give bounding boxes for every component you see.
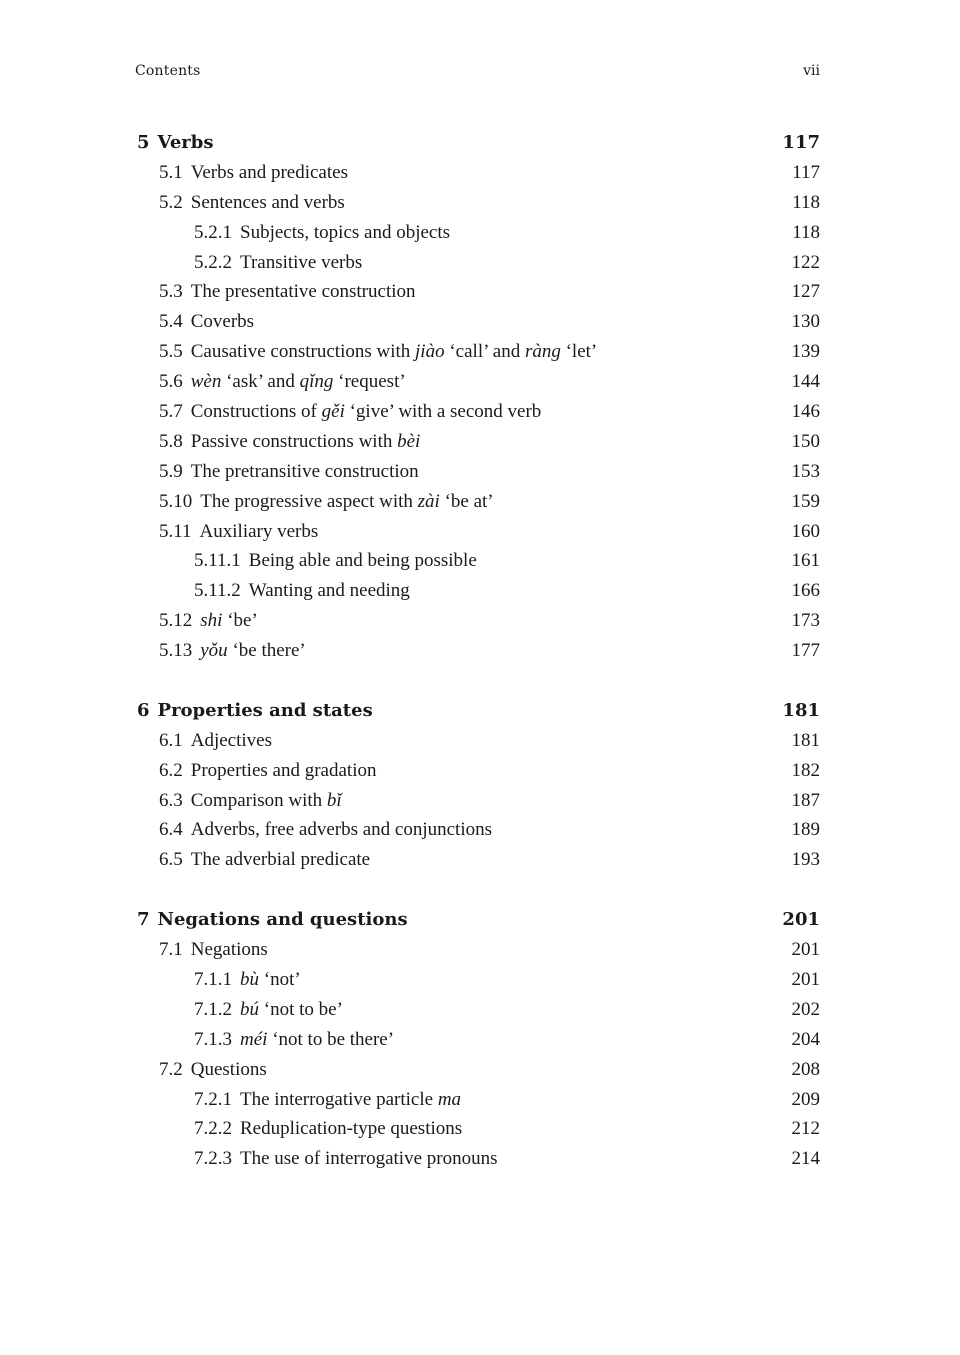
chapter-page: 201: [782, 909, 820, 931]
entry-heading: [194, 965, 301, 995]
title-text: ‘ask’ and: [221, 371, 300, 393]
toc-section-entry[interactable]: [135, 457, 820, 487]
entry-page: 146: [791, 401, 820, 423]
entry-page: 204: [791, 1028, 820, 1050]
entry-title: [191, 939, 268, 960]
title-text: ‘let’: [560, 341, 598, 363]
pinyin-term: shi: [200, 610, 223, 632]
entry-page: 153: [791, 460, 820, 482]
entry-heading: [159, 277, 416, 307]
entry-number: 7.2.1: [194, 1088, 232, 1110]
entry-title: [191, 819, 492, 840]
toc-subsection-entry[interactable]: [135, 248, 820, 278]
entry-page: 159: [791, 490, 820, 512]
entry-heading: [194, 1085, 461, 1115]
toc-chapter-entry[interactable]: [135, 128, 820, 158]
entry-page: 122: [791, 251, 820, 273]
entry-title: [249, 550, 477, 571]
entry-number: 5.2.2: [194, 251, 232, 273]
toc-subsection-entry[interactable]: [135, 965, 820, 995]
pinyin-term: ma: [437, 1088, 462, 1110]
entry-title: [191, 790, 342, 811]
entry-number: 5.3: [159, 281, 183, 303]
title-text: The interrogative particle: [240, 1088, 438, 1110]
toc-subsection-entry[interactable]: [135, 1114, 820, 1144]
chapter-number: 7: [137, 909, 150, 931]
entry-heading: [194, 248, 362, 278]
entry-heading: [194, 995, 343, 1025]
title-text: ‘call’ and: [444, 341, 525, 363]
entry-page: 181: [791, 729, 820, 751]
title-text: Adjectives: [190, 729, 273, 751]
entry-number: 7.1: [159, 939, 183, 961]
entry-number: 7.1.1: [194, 968, 232, 990]
title-text: ‘be at’: [439, 490, 494, 512]
entry-number: 7.2.3: [194, 1148, 232, 1170]
entry-heading: [159, 756, 376, 786]
entry-page: 187: [791, 789, 820, 811]
entry-page: 209: [791, 1088, 820, 1110]
pinyin-term: bù: [240, 968, 259, 990]
page-number: vii: [803, 63, 820, 79]
toc-section-entry[interactable]: [135, 337, 820, 367]
entry-title: [191, 461, 419, 482]
toc-section-entry[interactable]: [135, 188, 820, 218]
title-text: ‘not to be’: [259, 998, 343, 1020]
entry-number: 6.4: [159, 819, 183, 841]
title-text: Being able and being possible: [248, 550, 477, 572]
entry-heading: [159, 397, 541, 427]
entry-number: 5.6: [159, 371, 183, 393]
entry-title: [240, 969, 301, 990]
entry-heading: [159, 935, 268, 965]
entry-title: [240, 1029, 394, 1050]
toc-subsection-entry[interactable]: [135, 995, 820, 1025]
title-text: Constructions of: [190, 401, 322, 423]
entry-heading: [194, 576, 410, 606]
pinyin-term: bú: [240, 998, 259, 1020]
title-text: Sentences and verbs: [190, 191, 345, 213]
entry-title: [191, 1059, 267, 1080]
title-text: The progressive aspect with: [200, 490, 418, 512]
entry-number: 6.5: [159, 849, 183, 871]
pinyin-term: bǐ: [326, 789, 342, 811]
toc-subsection-entry[interactable]: [135, 1085, 820, 1115]
entry-title: [200, 610, 258, 631]
pinyin-term: ràng: [524, 341, 561, 363]
toc-section-entry[interactable]: [135, 277, 820, 307]
entry-heading: [159, 487, 494, 517]
entry-heading: [159, 367, 406, 397]
toc-section-entry[interactable]: [135, 158, 820, 188]
entry-number: 7.2: [159, 1058, 183, 1080]
entry-page: 201: [791, 939, 820, 961]
entry-title: [191, 730, 272, 751]
entry-page: 127: [791, 281, 820, 303]
entry-page: 173: [791, 610, 820, 632]
entry-page: 189: [791, 819, 820, 841]
chapter-heading: [137, 128, 214, 158]
entry-heading: [159, 1055, 267, 1085]
entry-page: 166: [791, 580, 820, 602]
title-text: Subjects, topics and objects: [240, 221, 451, 243]
entry-heading: [159, 337, 597, 367]
entry-heading: [159, 158, 348, 188]
toc-section-entry[interactable]: [135, 517, 820, 547]
entry-number: 6.1: [159, 729, 183, 751]
toc-subsection-entry[interactable]: [135, 1025, 820, 1055]
entry-title: [240, 999, 343, 1020]
pinyin-term: gěi: [321, 401, 345, 423]
entry-number: 5.2.1: [194, 221, 232, 243]
toc-section-entry[interactable]: [135, 935, 820, 965]
title-text: The adverbial predicate: [190, 849, 371, 871]
title-text: Coverbs: [190, 311, 255, 333]
entry-number: 7.1.2: [194, 998, 232, 1020]
chapter-page: 117: [782, 132, 820, 153]
entry-number: 5.11.2: [194, 580, 241, 602]
entry-page: 118: [792, 221, 820, 243]
entry-page: 144: [791, 371, 820, 393]
title-text: Negations: [190, 939, 268, 961]
entry-title: [240, 1148, 497, 1169]
chapter-title: Properties and states: [157, 699, 373, 721]
entry-title: [191, 401, 542, 422]
title-text: Questions: [190, 1058, 267, 1080]
entry-page: 212: [791, 1118, 820, 1140]
toc-subsection-entry[interactable]: [135, 218, 820, 248]
toc-section-entry[interactable]: [135, 845, 820, 875]
entry-title: [200, 640, 306, 661]
entry-page: 117: [792, 161, 820, 183]
toc-chapter-entry[interactable]: [135, 905, 820, 935]
toc-section-entry[interactable]: [135, 756, 820, 786]
toc-subsection-entry[interactable]: [135, 546, 820, 576]
title-text: The presentative construction: [190, 281, 416, 303]
title-text: ‘be’: [222, 610, 258, 632]
entry-heading: [194, 546, 477, 576]
entry-number: 5.13: [159, 640, 193, 662]
entry-page: 118: [792, 191, 820, 213]
table-of-contents: [135, 128, 820, 1174]
entry-heading: [159, 307, 254, 337]
entry-number: 5.12: [159, 610, 193, 632]
toc-section-entry[interactable]: [135, 487, 820, 517]
toc-section-entry[interactable]: [135, 307, 820, 337]
toc-section-entry[interactable]: [135, 1055, 820, 1085]
title-text: Auxiliary verbs: [199, 520, 319, 542]
entry-page: 161: [791, 550, 820, 572]
entry-title: [191, 192, 345, 213]
entry-page: 208: [791, 1058, 820, 1080]
entry-heading: [194, 1114, 462, 1144]
title-text: Causative constructions with: [190, 341, 416, 363]
toc-section-entry[interactable]: [135, 726, 820, 756]
entry-title: [191, 341, 598, 362]
chapter-number: 6: [137, 699, 150, 721]
pinyin-term: bèi: [397, 430, 421, 452]
entry-heading: [159, 188, 345, 218]
entry-number: 6.3: [159, 789, 183, 811]
chapter-page: 181: [782, 699, 820, 721]
entry-number: 5.4: [159, 311, 183, 333]
entry-page: 193: [791, 849, 820, 871]
pinyin-term: qǐng: [299, 371, 334, 393]
title-text: ‘give’ with a second verb: [344, 401, 542, 423]
entry-number: 5.1: [159, 161, 183, 183]
entry-heading: [194, 1025, 394, 1055]
entry-page: 177: [791, 640, 820, 662]
entry-heading: [194, 218, 450, 248]
entry-title: [191, 311, 254, 332]
toc-section-entry[interactable]: [135, 367, 820, 397]
entry-title: [191, 760, 377, 781]
entry-title: [191, 431, 421, 452]
entry-page: 201: [791, 968, 820, 990]
chapter-heading: [137, 696, 373, 726]
pinyin-term: méi: [240, 1028, 268, 1050]
entry-heading: [159, 726, 272, 756]
entry-title: [240, 1089, 461, 1110]
chapter-heading: [137, 905, 408, 935]
toc-section-entry[interactable]: [135, 636, 820, 666]
chapter-title: Negations and questions: [157, 909, 408, 931]
title-text: Transitive verbs: [240, 251, 363, 273]
running-head: [135, 63, 820, 85]
entry-page: 182: [791, 759, 820, 781]
entry-number: 7.2.2: [194, 1118, 232, 1140]
toc-section-entry[interactable]: [135, 397, 820, 427]
toc-subsection-entry[interactable]: [135, 576, 820, 606]
pinyin-term: jiào: [415, 341, 445, 363]
title-text: The pretransitive construction: [190, 460, 419, 482]
entry-heading: [159, 517, 318, 547]
entry-number: 5.8: [159, 430, 183, 452]
entry-heading: [159, 845, 370, 875]
entry-heading: [159, 606, 258, 636]
toc-section-entry[interactable]: [135, 815, 820, 845]
toc-chapter-entry[interactable]: [135, 696, 820, 726]
entry-number: 5.2: [159, 191, 183, 213]
toc-section-entry[interactable]: [135, 427, 820, 457]
entry-heading: [159, 786, 342, 816]
entry-title: [249, 580, 410, 601]
entry-heading: [159, 636, 306, 666]
entry-title: [240, 252, 362, 273]
title-text: ‘not’: [259, 968, 301, 990]
toc-subsection-entry[interactable]: [135, 1144, 820, 1174]
entry-number: 5.7: [159, 401, 183, 423]
entry-title: [191, 162, 348, 183]
entry-heading: [159, 815, 492, 845]
title-text: The use of interrogative pronouns: [240, 1148, 498, 1170]
entry-title: [200, 491, 493, 512]
running-head-title: Contents: [135, 63, 201, 79]
entry-title: [240, 222, 450, 243]
entry-heading: [159, 457, 419, 487]
entry-page: 202: [791, 998, 820, 1020]
title-text: ‘request’: [333, 371, 406, 393]
chapter-title: Verbs: [157, 132, 214, 153]
entry-number: 5.5: [159, 341, 183, 363]
entry-number: 5.10: [159, 490, 193, 512]
title-text: Wanting and needing: [248, 580, 410, 602]
entry-number: 5.11.1: [194, 550, 241, 572]
title-text: Passive constructions with: [190, 430, 398, 452]
entry-page: 214: [791, 1148, 820, 1170]
entry-title: [240, 1118, 462, 1139]
title-text: Comparison with: [190, 789, 327, 811]
entry-title: [191, 281, 416, 302]
pinyin-term: yǒu: [200, 640, 228, 662]
entry-page: 160: [791, 520, 820, 542]
pinyin-term: wèn: [190, 371, 222, 393]
entry-page: 150: [791, 430, 820, 452]
entry-page: 139: [791, 341, 820, 363]
entry-number: 5.11: [159, 520, 192, 542]
entry-heading: [194, 1144, 497, 1174]
title-text: Reduplication-type questions: [240, 1118, 463, 1140]
title-text: Verbs and predicates: [190, 161, 348, 183]
entry-title: [200, 521, 319, 542]
title-text: ‘not to be there’: [267, 1028, 395, 1050]
entry-page: 130: [791, 311, 820, 333]
entry-number: 6.2: [159, 759, 183, 781]
title-text: Properties and gradation: [190, 759, 377, 781]
entry-title: [191, 371, 406, 392]
toc-section-entry[interactable]: [135, 606, 820, 636]
entry-heading: [159, 427, 420, 457]
entry-number: 5.9: [159, 460, 183, 482]
entry-number: 7.1.3: [194, 1028, 232, 1050]
pinyin-term: zài: [417, 490, 440, 512]
entry-title: [191, 849, 370, 870]
chapter-number: 5: [137, 132, 150, 153]
title-text: Adverbs, free adverbs and conjunctions: [190, 819, 493, 841]
toc-section-entry[interactable]: [135, 786, 820, 816]
title-text: ‘be there’: [227, 640, 306, 662]
